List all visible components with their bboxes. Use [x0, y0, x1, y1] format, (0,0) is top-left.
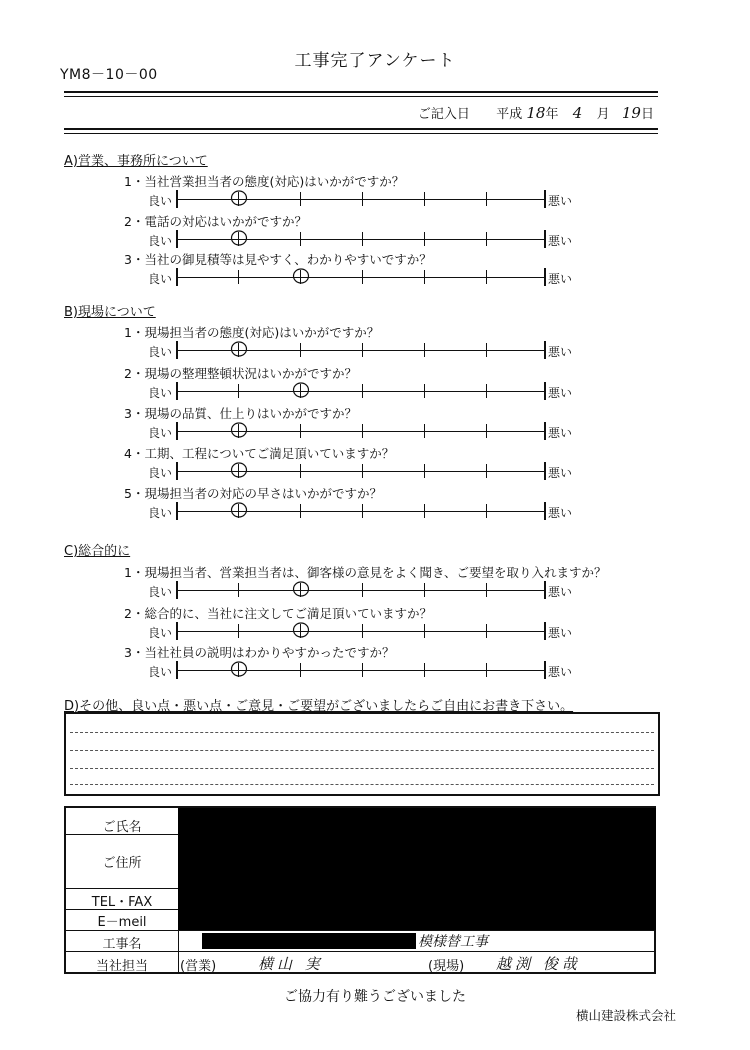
free-comment-box[interactable] [64, 712, 660, 796]
scale-bad-label: 悪い [548, 345, 573, 359]
rating-scale[interactable] [148, 662, 578, 678]
scale-tick[interactable] [300, 504, 301, 518]
selected-rating-circle-icon [292, 381, 310, 399]
section-title: B)現場について [64, 305, 156, 320]
scale-tick[interactable] [486, 424, 487, 438]
question-text: 3・当社社員の説明はわかりやすかったですか？ [124, 645, 395, 660]
scale-tick[interactable] [486, 270, 487, 284]
selected-rating-circle-icon [230, 501, 248, 519]
rating-scale[interactable] [148, 342, 578, 358]
scale-tick[interactable] [544, 502, 546, 520]
selected-rating-circle-icon [230, 229, 248, 247]
scale-good-label: 良い [148, 234, 173, 248]
question-text: 3・当社の御見積等は見やすく、わかりやすいですか？ [124, 252, 432, 267]
scale-tick[interactable] [544, 382, 546, 400]
rating-scale[interactable] [148, 623, 578, 639]
scale-tick[interactable] [300, 232, 301, 246]
name-label: ご氏名 [102, 820, 142, 835]
date-row [418, 103, 654, 122]
scale-line [176, 590, 544, 591]
project-value: 模様替工事 [418, 934, 488, 950]
rating-scale[interactable] [148, 231, 578, 247]
scale-tick[interactable] [362, 464, 363, 478]
row-divider [66, 834, 178, 835]
customer-info-table [64, 806, 656, 974]
rating-scale[interactable] [148, 269, 578, 285]
scale-tick[interactable] [424, 424, 425, 438]
scale-tick[interactable] [362, 384, 363, 398]
scale-tick[interactable] [176, 581, 178, 599]
scale-good-label: 良い [148, 506, 173, 520]
scale-tick[interactable] [424, 192, 425, 206]
date-year-unit: 年 [545, 107, 559, 122]
scale-tick[interactable] [362, 270, 363, 284]
scale-tick[interactable] [300, 663, 301, 677]
scale-good-label: 良い [148, 626, 173, 640]
page-title: 工事完了アンケート [294, 51, 456, 71]
rating-scale[interactable] [148, 582, 578, 598]
scale-tick[interactable] [300, 464, 301, 478]
title-divider [64, 91, 658, 97]
scale-tick[interactable] [300, 424, 301, 438]
scale-tick[interactable] [176, 502, 178, 520]
scale-bad-label: 悪い [548, 466, 573, 480]
scale-tick[interactable] [176, 268, 178, 286]
scale-tick[interactable] [176, 341, 178, 359]
selected-rating-circle-icon [230, 340, 248, 358]
scale-good-label: 良い [148, 345, 173, 359]
address-label: ご住所 [102, 856, 142, 871]
free-comment-title: D)その他、良い点・悪い点・ご意見・ご要望がございましたらご自由にお書き下さい。 [64, 699, 574, 714]
scale-tick[interactable] [300, 343, 301, 357]
redacted-customer-info [178, 808, 656, 930]
scale-good-label: 良い [148, 585, 173, 599]
scale-tick[interactable] [544, 190, 546, 208]
scale-tick[interactable] [486, 192, 487, 206]
scale-tick[interactable] [544, 462, 546, 480]
scale-tick[interactable] [544, 661, 546, 679]
question-text: 2・現場の整理整頓状況はいかがですか？ [124, 366, 357, 381]
scale-tick[interactable] [238, 583, 239, 597]
project-label: 工事名 [102, 937, 142, 952]
scale-tick[interactable] [544, 581, 546, 599]
scale-tick[interactable] [424, 583, 425, 597]
scale-bad-label: 悪い [548, 506, 573, 520]
scale-good-label: 良い [148, 386, 173, 400]
scale-tick[interactable] [486, 464, 487, 478]
scale-tick[interactable] [544, 622, 546, 640]
selected-rating-circle-icon [292, 580, 310, 598]
scale-good-label: 良い [148, 426, 173, 440]
scale-tick[interactable] [486, 583, 487, 597]
scale-bad-label: 悪い [548, 665, 573, 679]
scale-tick[interactable] [544, 422, 546, 440]
section-title: C)総合的に [64, 544, 131, 559]
scale-tick[interactable] [176, 190, 178, 208]
question-text: 4・工期、工程についてご満足頂いていますか？ [124, 446, 395, 461]
date-day-unit: 日 [640, 107, 654, 122]
scale-tick[interactable] [486, 343, 487, 357]
tel-label: TEL・FAX [91, 895, 153, 910]
question-text: 3・現場の品質、仕上りはいかがですか？ [124, 406, 357, 421]
selected-rating-circle-icon [292, 267, 310, 285]
rating-scale[interactable] [148, 463, 578, 479]
selected-rating-circle-icon [230, 660, 248, 678]
scale-bad-label: 悪い [548, 194, 573, 208]
selected-rating-circle-icon [230, 189, 248, 207]
scale-tick[interactable] [486, 663, 487, 677]
comment-line [70, 750, 654, 751]
scale-tick[interactable] [544, 341, 546, 359]
scale-good-label: 良い [148, 466, 173, 480]
staff-label: 当社担当 [95, 959, 148, 974]
scale-bad-label: 悪い [548, 272, 573, 286]
redacted-project-name [202, 933, 416, 949]
selected-rating-circle-icon [230, 421, 248, 439]
row-divider [66, 930, 656, 931]
scale-tick[interactable] [362, 663, 363, 677]
site-label: (現場) [428, 959, 465, 974]
scale-tick[interactable] [362, 504, 363, 518]
question-text: 1・当社営業担当者の態度(対応)はいかがですか？ [124, 174, 405, 189]
scale-tick[interactable] [362, 624, 363, 638]
scale-tick[interactable] [362, 192, 363, 206]
scale-tick[interactable] [424, 663, 425, 677]
company-name: 横山建設株式会社 [575, 1008, 676, 1023]
rating-scale[interactable] [148, 423, 578, 439]
scale-tick[interactable] [424, 464, 425, 478]
scale-tick[interactable] [424, 232, 425, 246]
scale-tick[interactable] [486, 232, 487, 246]
scale-tick[interactable] [544, 268, 546, 286]
rating-scale[interactable] [148, 383, 578, 399]
selected-rating-circle-icon [292, 621, 310, 639]
scale-tick[interactable] [486, 384, 487, 398]
scale-tick[interactable] [486, 504, 487, 518]
email-label: E－meil [97, 915, 147, 930]
rating-scale[interactable] [148, 503, 578, 519]
scale-bad-label: 悪い [548, 426, 573, 440]
sales-label: (営業) [180, 959, 217, 974]
date-era: 平成 [496, 107, 523, 122]
scale-tick[interactable] [238, 270, 239, 284]
row-divider [66, 951, 656, 952]
scale-line [176, 391, 544, 392]
question-text: 5・現場担当者の対応の早さはいかがですか？ [124, 486, 382, 501]
date-year: 18 [526, 104, 546, 122]
question-text: 1・現場担当者、営業担当者は、御客様の意見をよく聞き、ご要望を取り入れますか？ [124, 565, 607, 580]
scale-good-label: 良い [148, 665, 173, 679]
scale-bad-label: 悪い [548, 386, 573, 400]
scale-tick[interactable] [362, 424, 363, 438]
row-divider [66, 909, 178, 910]
scale-tick[interactable] [176, 661, 178, 679]
row-divider [66, 888, 178, 889]
scale-tick[interactable] [424, 343, 425, 357]
selected-rating-circle-icon [230, 461, 248, 479]
scale-tick[interactable] [238, 624, 239, 638]
scale-tick[interactable] [424, 504, 425, 518]
question-text: 2・総合的に、当社に注文してご満足頂いていますか？ [124, 606, 432, 621]
question-text: 2・電話の対応はいかがですか？ [124, 214, 307, 229]
date-label: ご記入日 [417, 107, 470, 122]
date-month-unit: 月 [596, 107, 610, 122]
scale-tick[interactable] [362, 232, 363, 246]
date-month: 4 [572, 104, 583, 122]
section-title: A)営業、事務所について [64, 154, 208, 169]
scale-line [176, 631, 544, 632]
scale-good-label: 良い [148, 194, 173, 208]
scale-tick[interactable] [176, 422, 178, 440]
scale-tick[interactable] [486, 624, 487, 638]
scale-bad-label: 悪い [548, 585, 573, 599]
scale-tick[interactable] [176, 382, 178, 400]
scale-tick[interactable] [424, 384, 425, 398]
scale-tick[interactable] [544, 230, 546, 248]
date-divider [64, 128, 658, 134]
form-code: YM8－10－00 [60, 67, 158, 83]
comment-line [70, 768, 654, 769]
scale-tick[interactable] [362, 583, 363, 597]
sales-name: 横山 実 [258, 955, 324, 973]
scale-tick[interactable] [362, 343, 363, 357]
comment-line [70, 732, 654, 733]
site-name: 越渕 俊哉 [496, 955, 581, 973]
scale-tick[interactable] [176, 622, 178, 640]
scale-tick[interactable] [176, 462, 178, 480]
scale-tick[interactable] [424, 624, 425, 638]
date-day: 19 [621, 104, 641, 122]
scale-tick[interactable] [424, 270, 425, 284]
scale-tick[interactable] [238, 384, 239, 398]
question-text: 1・現場担当者の態度(対応)はいかがですか？ [124, 325, 380, 340]
scale-tick[interactable] [300, 192, 301, 206]
comment-line [70, 784, 654, 785]
scale-bad-label: 悪い [548, 234, 573, 248]
thanks-message: ご協力有り難うございました [284, 989, 466, 1005]
scale-bad-label: 悪い [548, 626, 573, 640]
scale-good-label: 良い [148, 272, 173, 286]
scale-line [176, 277, 544, 278]
scale-tick[interactable] [176, 230, 178, 248]
rating-scale[interactable] [148, 191, 578, 207]
